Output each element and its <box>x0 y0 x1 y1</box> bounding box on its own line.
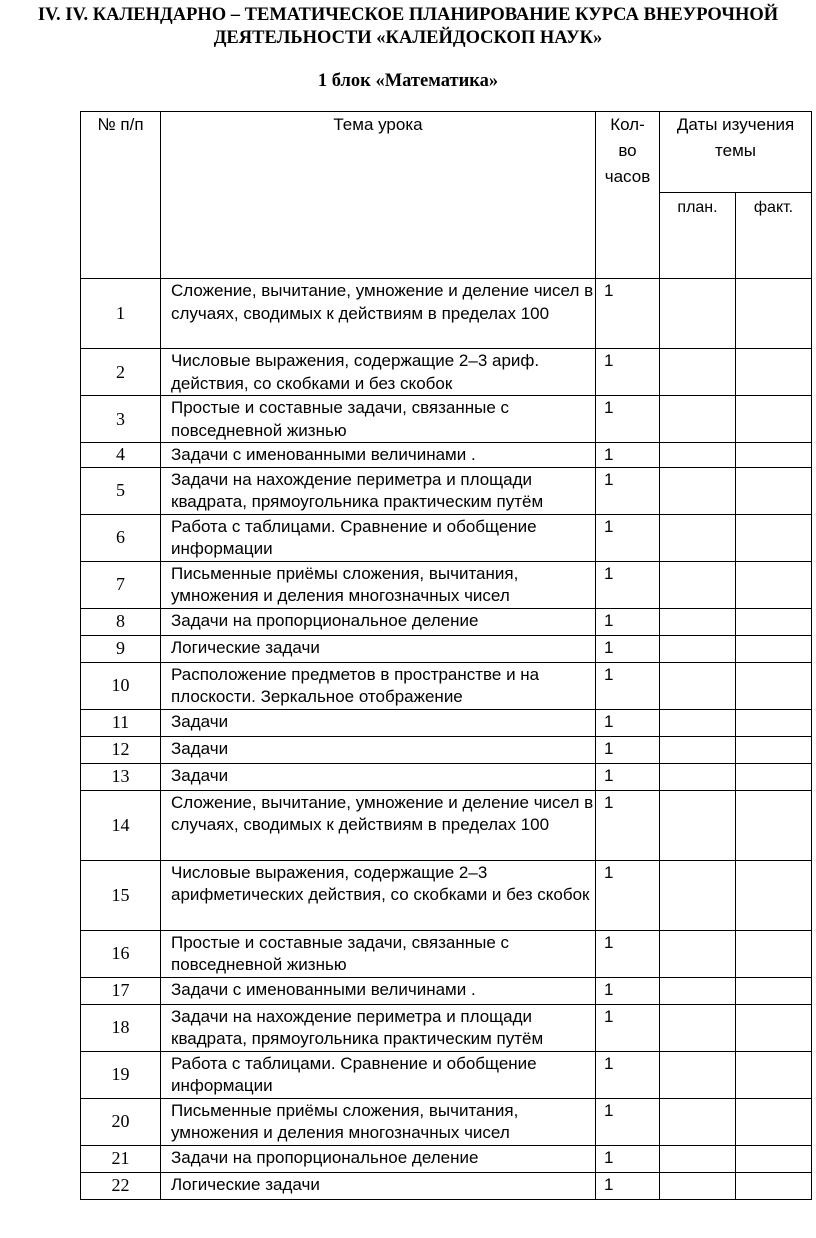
row-hours: 1 <box>596 1051 660 1098</box>
row-hours: 1 <box>596 977 660 1004</box>
row-number: 20 <box>81 1098 161 1145</box>
row-topic: Задачи на пропорциональное деление <box>161 608 596 635</box>
table-row <box>81 514 812 561</box>
row-topic: Задачи на нахождение периметра и площади квадрата, прямоугольника практическим путём <box>161 1004 596 1051</box>
header-dates-line-1: Даты изучения <box>676 115 795 134</box>
row-topic: Расположение предметов в пространстве и на плоскости. Зеркальное отображение <box>161 662 596 709</box>
row-planned-date <box>660 860 736 930</box>
row-hours: 1 <box>596 467 660 514</box>
row-number: 6 <box>81 514 161 561</box>
row-actual-date <box>736 1172 812 1199</box>
row-actual-date <box>736 279 812 349</box>
row-planned-date <box>660 443 736 468</box>
table-row <box>81 977 812 1004</box>
row-hours: 1 <box>596 763 660 790</box>
table-row <box>81 709 812 736</box>
row-hours: 1 <box>596 1098 660 1145</box>
table-row <box>81 396 812 443</box>
table-row <box>81 561 812 608</box>
row-topic: Работа с таблицами. Сравнение и обобщение информации <box>161 1051 596 1098</box>
row-number: 1 <box>81 279 161 349</box>
row-actual-date <box>736 635 812 662</box>
row-actual-date <box>736 860 812 930</box>
table-row <box>81 930 812 977</box>
row-hours: 1 <box>596 279 660 349</box>
row-hours: 1 <box>596 860 660 930</box>
row-actual-date <box>736 349 812 396</box>
row-planned-date <box>660 662 736 709</box>
table-row <box>81 1051 812 1098</box>
row-planned-date <box>660 608 736 635</box>
row-topic: Задачи <box>161 709 596 736</box>
row-number: 17 <box>81 977 161 1004</box>
row-topic: Простые и составные задачи, связанные с повседневной жизнью <box>161 396 596 443</box>
row-hours: 1 <box>596 662 660 709</box>
row-number: 13 <box>81 763 161 790</box>
row-actual-date <box>736 1098 812 1145</box>
table-row <box>81 443 812 468</box>
table-row <box>81 349 812 396</box>
row-planned-date <box>660 736 736 763</box>
row-hours: 1 <box>596 790 660 860</box>
row-planned-date <box>660 1172 736 1199</box>
row-topic: Числовые выражения, содержащие 2–3 арифметических действия, со скобками и без скобок <box>161 860 596 930</box>
document-title <box>0 4 816 50</box>
row-actual-date <box>736 662 812 709</box>
row-number: 5 <box>81 467 161 514</box>
row-hours: 1 <box>596 608 660 635</box>
row-planned-date <box>660 467 736 514</box>
row-topic: Задачи на нахождение периметра и площади квадрата, прямоугольника практическим путём <box>161 467 596 514</box>
row-planned-date <box>660 930 736 977</box>
table-row <box>81 763 812 790</box>
row-topic: Логические задачи <box>161 635 596 662</box>
row-topic: Сложение, вычитание, умножение и деление чисел в случаях, сводимых к действиям в пределах 100 <box>161 790 596 860</box>
table-row <box>81 1145 812 1172</box>
row-hours: 1 <box>596 930 660 977</box>
row-topic: Числовые выражения, содержащие 2–3 ариф. действия, со скобками и без скобок <box>161 349 596 396</box>
block-title: 1 блок «Математика» <box>317 71 499 91</box>
row-actual-date <box>736 1051 812 1098</box>
row-number: 11 <box>81 709 161 736</box>
row-planned-date <box>660 635 736 662</box>
row-planned-date <box>660 279 736 349</box>
header-planned: план. <box>660 193 736 279</box>
row-number: 9 <box>81 635 161 662</box>
row-topic: Письменные приёмы сложения, вычитания, умножения и деления многозначных чисел <box>161 561 596 608</box>
row-number: 22 <box>81 1172 161 1199</box>
row-number: 2 <box>81 349 161 396</box>
row-topic: Простые и составные задачи, связанные с повседневной жизнью <box>161 930 596 977</box>
row-actual-date <box>736 608 812 635</box>
row-planned-date <box>660 1051 736 1098</box>
row-planned-date <box>660 709 736 736</box>
row-number: 10 <box>81 662 161 709</box>
table-row <box>81 279 812 349</box>
row-planned-date <box>660 1004 736 1051</box>
row-hours: 1 <box>596 709 660 736</box>
table-row <box>81 662 812 709</box>
row-topic: Письменные приёмы сложения, вычитания, умножения и деления многозначных чисел <box>161 1098 596 1145</box>
row-number: 21 <box>81 1145 161 1172</box>
row-hours: 1 <box>596 1172 660 1199</box>
header-actual: факт. <box>736 193 812 279</box>
row-actual-date <box>736 443 812 468</box>
row-number: 8 <box>81 608 161 635</box>
row-actual-date <box>736 1004 812 1051</box>
table-row <box>81 1172 812 1199</box>
row-topic: Работа с таблицами. Сравнение и обобщение информации <box>161 514 596 561</box>
row-actual-date <box>736 561 812 608</box>
row-topic: Задачи <box>161 763 596 790</box>
row-actual-date <box>736 736 812 763</box>
row-number: 3 <box>81 396 161 443</box>
row-hours: 1 <box>596 1004 660 1051</box>
row-planned-date <box>660 1098 736 1145</box>
row-actual-date <box>736 467 812 514</box>
row-actual-date <box>736 1145 812 1172</box>
row-actual-date <box>736 763 812 790</box>
row-planned-date <box>660 514 736 561</box>
header-topic: Тема урока <box>161 112 596 279</box>
row-actual-date <box>736 514 812 561</box>
row-planned-date <box>660 977 736 1004</box>
row-topic: Логические задачи <box>161 1172 596 1199</box>
row-topic: Задачи на пропорциональное деление <box>161 1145 596 1172</box>
header-hours <box>596 112 660 279</box>
row-hours: 1 <box>596 514 660 561</box>
row-number: 14 <box>81 790 161 860</box>
document-title-line-1: IV. IV. КАЛЕНДАРНО – ТЕМАТИЧЕСКОЕ ПЛАНИРОВАНИЕ КУРСА ВНЕУРОЧНОЙ <box>37 5 779 25</box>
row-planned-date <box>660 1145 736 1172</box>
row-actual-date <box>736 977 812 1004</box>
row-planned-date <box>660 349 736 396</box>
document-title-line-2: ДЕЯТЕЛЬНОСТИ «КАЛЕЙДОСКОП НАУК» <box>213 28 603 48</box>
row-hours: 1 <box>596 736 660 763</box>
row-number: 15 <box>81 860 161 930</box>
row-actual-date <box>736 930 812 977</box>
row-planned-date <box>660 396 736 443</box>
row-topic: Задачи с именованными величинами . <box>161 977 596 1004</box>
row-number: 16 <box>81 930 161 977</box>
table-row <box>81 790 812 860</box>
table-row <box>81 860 812 930</box>
row-hours: 1 <box>596 443 660 468</box>
row-topic: Сложение, вычитание, умножение и деление чисел в случаях, сводимых к действиям в пределах 100 <box>161 279 596 349</box>
table-row <box>81 635 812 662</box>
table-row <box>81 608 812 635</box>
row-number: 12 <box>81 736 161 763</box>
table-row <box>81 736 812 763</box>
header-hours-line-3: часов <box>604 167 651 186</box>
header-number: № п/п <box>81 112 161 279</box>
header-dates-line-2: темы <box>715 141 756 160</box>
row-hours: 1 <box>596 635 660 662</box>
row-actual-date <box>736 790 812 860</box>
row-planned-date <box>660 790 736 860</box>
row-actual-date <box>736 709 812 736</box>
row-number: 19 <box>81 1051 161 1098</box>
row-number: 4 <box>81 443 161 468</box>
lesson-plan-table <box>80 111 812 1200</box>
row-planned-date <box>660 763 736 790</box>
row-planned-date <box>660 561 736 608</box>
row-topic: Задачи с именованными величинами . <box>161 443 596 468</box>
row-actual-date <box>736 396 812 443</box>
header-dates <box>660 112 812 193</box>
row-topic: Задачи <box>161 736 596 763</box>
header-row <box>81 112 812 193</box>
row-hours: 1 <box>596 1145 660 1172</box>
header-hours-line-1: Кол- <box>610 115 645 134</box>
row-hours: 1 <box>596 349 660 396</box>
row-number: 18 <box>81 1004 161 1051</box>
header-hours-line-2: во <box>618 141 637 160</box>
table-row <box>81 467 812 514</box>
row-hours: 1 <box>596 561 660 608</box>
row-hours: 1 <box>596 396 660 443</box>
table-row <box>81 1004 812 1051</box>
row-number: 7 <box>81 561 161 608</box>
table-row <box>81 1098 812 1145</box>
